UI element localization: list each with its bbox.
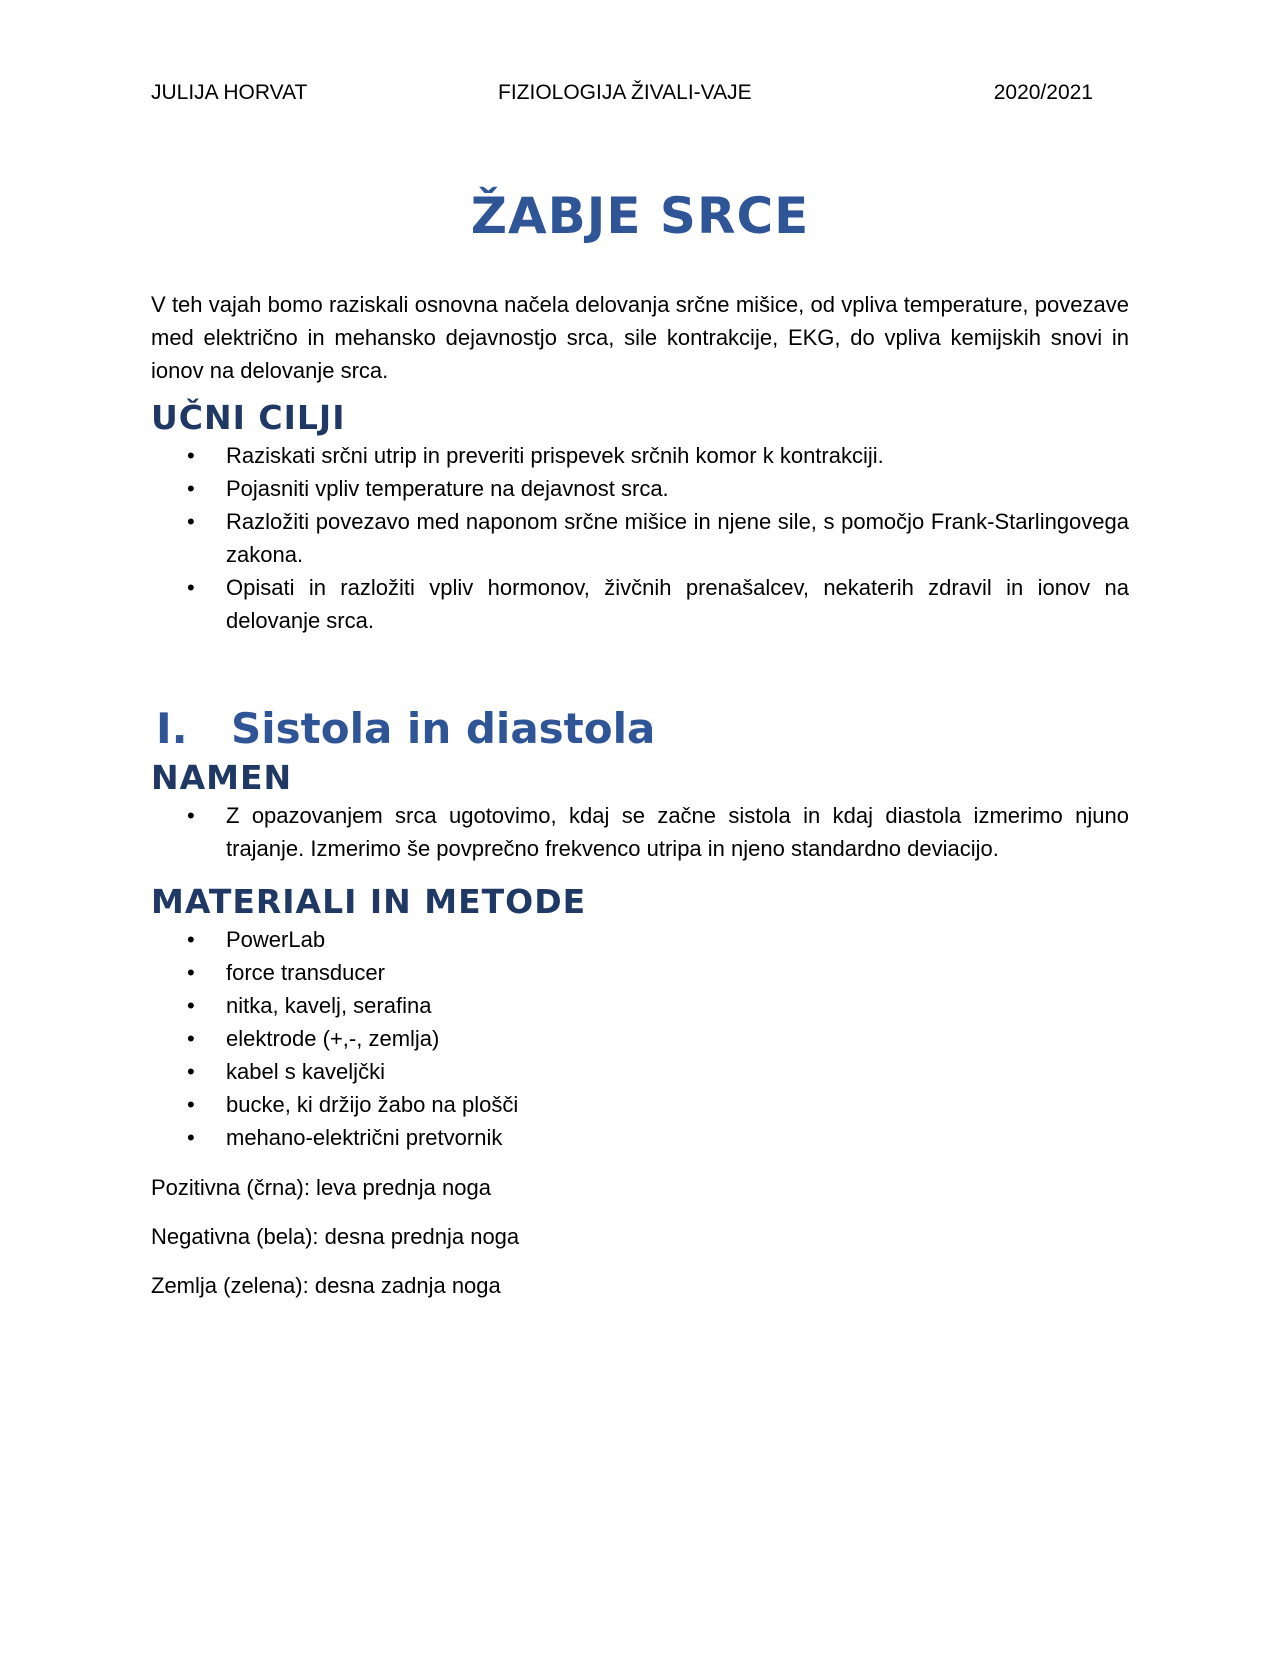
materials-heading: MATERIALI IN METODE [151, 882, 587, 921]
purpose-heading: NAMEN [151, 758, 293, 797]
list-item [151, 439, 1129, 472]
list-item [151, 989, 1129, 1022]
section-number: I. [156, 704, 188, 753]
electrode-ground: Zemlja (zelena): desna zadnja noga [151, 1273, 501, 1298]
list-item [151, 571, 1129, 637]
list-item [151, 923, 1129, 956]
page-header [151, 78, 1093, 108]
electrode-assignments [151, 1171, 1129, 1302]
bullet-icon: • [187, 1092, 195, 1117]
bullet-icon: • [187, 803, 195, 828]
document-title: ŽABJE SRCE [470, 187, 810, 245]
bullet-icon: • [187, 575, 195, 600]
goal-text: Razložiti povezavo med naponom srčne mišice in njene sile, s pomočjo Frank-Starlingovega zakona. [226, 509, 1129, 567]
list-item [151, 1055, 1129, 1088]
bullet-icon: • [187, 1026, 195, 1051]
bullet-icon: • [187, 1125, 195, 1150]
material-text: force transducer [226, 960, 385, 985]
goals-list [151, 439, 1129, 637]
goal-text: Raziskati srčni utrip in preveriti prispevek srčnih komor k kontrakciji. [226, 443, 884, 468]
bullet-icon: • [187, 443, 195, 468]
header-year: 2020/2021 [993, 81, 1093, 104]
bullet-icon: • [187, 509, 195, 534]
bullet-icon: • [187, 1059, 195, 1084]
section-title: Sistola in diastola [231, 704, 656, 753]
bullet-icon: • [187, 993, 195, 1018]
list-item [151, 799, 1129, 865]
materials-list [151, 923, 1129, 1154]
electrode-negative: Negativna (bela): desna prednja noga [151, 1224, 520, 1249]
bullet-icon: • [187, 927, 195, 952]
goal-text: Pojasniti vpliv temperature na dejavnost srca. [226, 476, 669, 501]
intro-paragraph: V teh vajah bomo raziskali osnovna načela delovanja srčne mišice, od vpliva temperature, povezave med električno in mehansko dejavnostjo srca, sile kontrakcije, EKG, do vpliva kemijskih snovi in ionov na delovanje srca. [151, 292, 1129, 383]
list-item [151, 1022, 1129, 1055]
material-text: kabel s kaveljčki [226, 1059, 385, 1084]
document-body [151, 288, 1129, 1318]
header-course: FIZIOLOGIJA ŽIVALI-VAJE [498, 81, 752, 104]
bullet-icon: • [187, 476, 195, 501]
list-item [151, 1121, 1129, 1154]
bullet-icon: • [187, 960, 195, 985]
material-text: nitka, kavelj, serafina [226, 993, 432, 1018]
goals-heading: UČNI CILJI [151, 398, 346, 437]
purpose-text: Z opazovanjem srca ugotovimo, kdaj se začne sistola in kdaj diastola izmerimo njuno trajanje. Izmerimo še povprečno frekvenco utripa in njeno standardno deviacijo. [226, 803, 1129, 861]
list-item [151, 956, 1129, 989]
section-heading [151, 701, 1129, 757]
goal-text: Opisati in razložiti vpliv hormonov, živčnih prenašalcev, nekaterih zdravil in ionov na delovanje srca. [226, 575, 1129, 633]
list-item [151, 1088, 1129, 1121]
material-text: mehano-električni pretvornik [226, 1125, 503, 1150]
list-item [151, 472, 1129, 505]
purpose-list [151, 799, 1129, 865]
material-text: elektrode (+,-, zemlja) [226, 1026, 440, 1051]
list-item [151, 505, 1129, 571]
electrode-positive: Pozitivna (črna): leva prednja noga [151, 1175, 491, 1200]
material-text: PowerLab [226, 927, 326, 952]
material-text: bucke, ki držijo žabo na plošči [226, 1092, 519, 1117]
header-author: JULIJA HORVAT [151, 81, 308, 104]
